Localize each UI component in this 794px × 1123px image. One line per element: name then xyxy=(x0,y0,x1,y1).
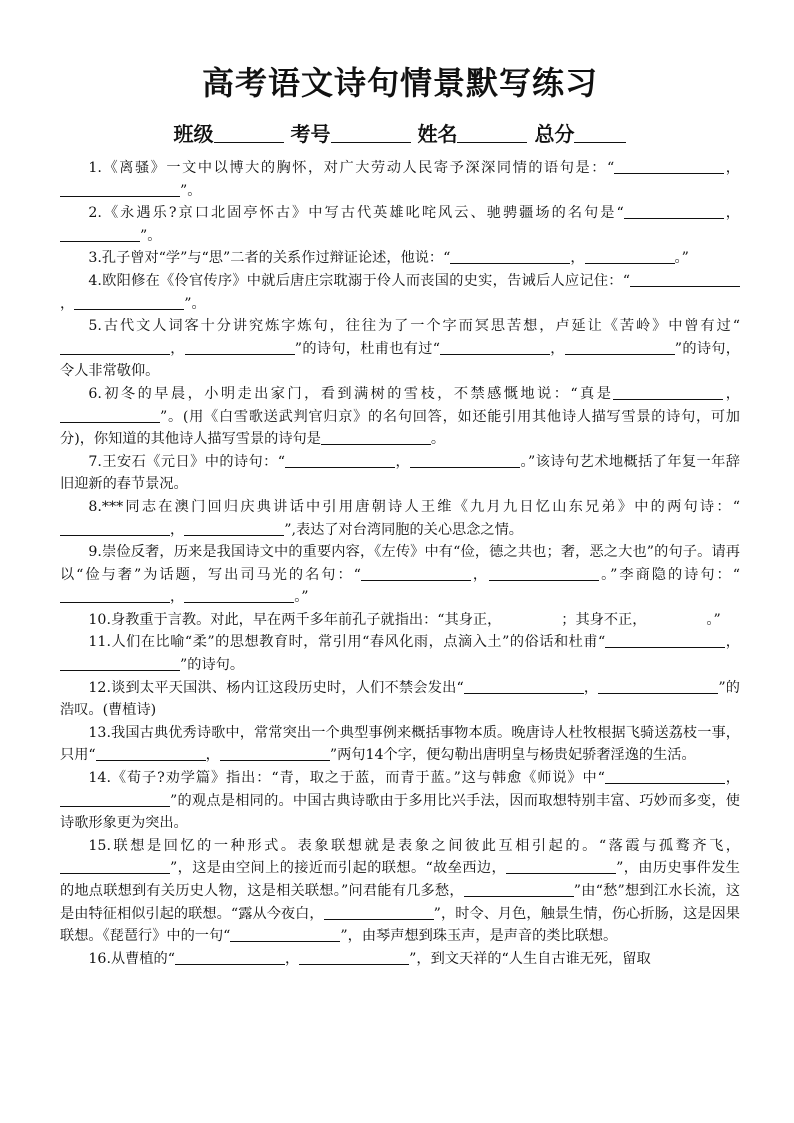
question-5: 5.古代文人词客十分讲究炼字炼句，往往为了一个字而冥思苦想，卢延让《苦岭》中曾有过“， ”的诗句，杜甫也有过“ ， ”的诗句，令人非常敬仰。 xyxy=(60,318,740,380)
question-16: 16.从曹植的“ ， ”，到文天祥的“人生自古谁无死，留取 xyxy=(88,950,651,967)
exam-no-field[interactable] xyxy=(331,124,411,143)
question-11: 11.人们在比喻“柔”的思想教育时，常引用“春风化雨，点滴入土”的俗话和杜甫“ ，”的诗句。 xyxy=(60,631,740,676)
question-3: 3.孔子曾对“学”与“思”二者的关系作过辩证论述，他说：“ ， 。” xyxy=(88,250,689,267)
answer-blank[interactable] xyxy=(464,882,574,897)
score-label: 总分 xyxy=(534,122,575,146)
answer-blank[interactable] xyxy=(96,746,206,761)
answer-blank[interactable] xyxy=(450,249,570,264)
page-title: 高考语文诗句情景默写练习 xyxy=(201,64,598,102)
answer-blank[interactable] xyxy=(60,656,180,671)
answer-blank[interactable] xyxy=(220,746,330,761)
answer-blank[interactable] xyxy=(60,792,170,807)
answer-blank[interactable] xyxy=(184,521,284,536)
score-field[interactable] xyxy=(574,124,626,143)
question-1: 1.《离骚》一文中以博大的胸怀，对广大劳动人民寄予深深同情的语句是：“ ，”。 xyxy=(60,157,740,202)
answer-blank[interactable] xyxy=(60,182,180,197)
question-12: 12.谈到太平天国洪、杨内讧这段历史时，人们不禁会发出“ ， ”的浩叹。(曹植诗) xyxy=(60,679,740,719)
answer-blank[interactable] xyxy=(321,430,431,445)
answer-blank[interactable] xyxy=(74,295,184,310)
answer-blank[interactable] xyxy=(185,340,295,355)
answer-blank[interactable] xyxy=(585,249,675,264)
name-label: 姓名 xyxy=(417,122,458,146)
answer-blank[interactable] xyxy=(489,566,599,581)
answer-blank[interactable] xyxy=(464,679,584,694)
answer-blank[interactable] xyxy=(614,159,724,174)
answer-blank[interactable] xyxy=(630,272,740,287)
question-13: 13.我国古典优秀诗歌中，常常突出一个典型事例来概括事物本质。晚唐诗人杜牧根据飞骑送荔枝一事，只用“ ， ”两句14个字，便勾勒出唐明皇与杨贵妃骄奢淫逸的生活。 xyxy=(60,724,740,764)
answer-blank[interactable] xyxy=(60,588,170,603)
question-9: 9.崇俭反奢，历来是我国诗文中的重要内容，《左传》中有“俭，德之共也；奢，恶之大也”的句子。请再以“俭与奢”为话题，写出司马光的名句：“ ， 。”李商隐的诗句：“， 。” xyxy=(60,544,740,606)
answer-blank[interactable] xyxy=(299,950,409,965)
question-7: 7.王安石《元日》中的诗句：“ ， 。”该诗句艺术地概括了年复一年辞旧迎新的春节景况。 xyxy=(60,453,740,493)
answer-blank[interactable] xyxy=(361,566,471,581)
question-14: 14.《荀子?劝学篇》指出：“青，取之于蓝，而青于蓝。”这与韩愈《师说》中“ ，”的观点是相同的。中国古典诗歌由于多用比兴手法，因而取想特别丰富、巧妙而多变，使诗歌形象更为突出。 xyxy=(60,770,740,832)
answer-blank[interactable] xyxy=(60,408,160,423)
answer-blank[interactable] xyxy=(285,453,395,468)
class-label: 班级 xyxy=(173,122,214,146)
class-field[interactable] xyxy=(214,124,284,143)
answer-blank[interactable] xyxy=(60,859,170,874)
answer-blank[interactable] xyxy=(184,588,294,603)
answer-blank[interactable] xyxy=(646,611,706,626)
answer-blank[interactable] xyxy=(598,679,718,694)
answer-blank[interactable] xyxy=(410,453,520,468)
question-6: 6.初冬的早晨，小明走出家门，看到满树的雪枝，不禁感慨地说：“真是 ，”。(用《白雪歌送武判官归京》的名句回答，如还能引用其他诗人描写雪景的诗句，可加分)，你知道的其他诗人描写雪景的诗句是 。 xyxy=(60,385,740,448)
answer-blank[interactable] xyxy=(175,950,285,965)
question-2: 2.《永遇乐?京口北固亭怀古》中写古代英雄叱咤风云、驰骋疆场的名句是“ ，”。 xyxy=(60,202,740,247)
answer-blank[interactable] xyxy=(605,633,725,648)
answer-blank[interactable] xyxy=(230,927,340,942)
answer-blank[interactable] xyxy=(60,227,140,242)
worksheet-page xyxy=(60,58,740,970)
exam-no-label: 考号 xyxy=(290,122,331,146)
answer-blank[interactable] xyxy=(60,340,170,355)
student-info-row xyxy=(60,118,740,147)
question-4: 4.欧阳修在《伶官传序》中就后唐庄宗耽溺于伶人而丧国的史实，告诫后人应记住：“， ”。 xyxy=(60,270,740,315)
answer-blank[interactable] xyxy=(324,905,434,920)
answer-blank[interactable] xyxy=(60,521,170,536)
name-field[interactable] xyxy=(457,124,527,143)
question-8: 8.***同志在澳门回归庆典讲话中引用唐朝诗人王维《九月九日忆山东兄弟》中的两句诗：“， ”,表达了对台湾同胞的关心思念之情。 xyxy=(60,496,740,541)
answer-blank[interactable] xyxy=(501,611,561,626)
answer-blank[interactable] xyxy=(565,340,675,355)
answer-blank[interactable] xyxy=(624,204,724,219)
answer-blank[interactable] xyxy=(440,340,550,355)
answer-blank[interactable] xyxy=(613,385,723,400)
answer-blank[interactable] xyxy=(506,859,616,874)
question-15: 15.联想是回忆的一种形式。表象联想就是表象之间彼此互相引起的。“落霞与孤鹜齐飞，”，这是由空间上的接近而引起的联想。“故垒西边， ”，由历史事件发生的地点联想到有关历史人物，这是相关联想。”问君能有几多愁， ”由“愁”想到江水长流，这是由特征相似引起的联想。“露从今夜白， ”，时令、月色，触景生情，伤心折肠，这是因果联想。《琵琶行》中的一句“ ”，由琴声想到珠玉声，是声音的类比联想。 xyxy=(60,837,741,945)
question-10: 10.身教重于言教。对此，早在两千多年前孔子就指出：“其身正， ；其身不正， 。” xyxy=(88,611,721,628)
answer-blank[interactable] xyxy=(605,769,725,784)
